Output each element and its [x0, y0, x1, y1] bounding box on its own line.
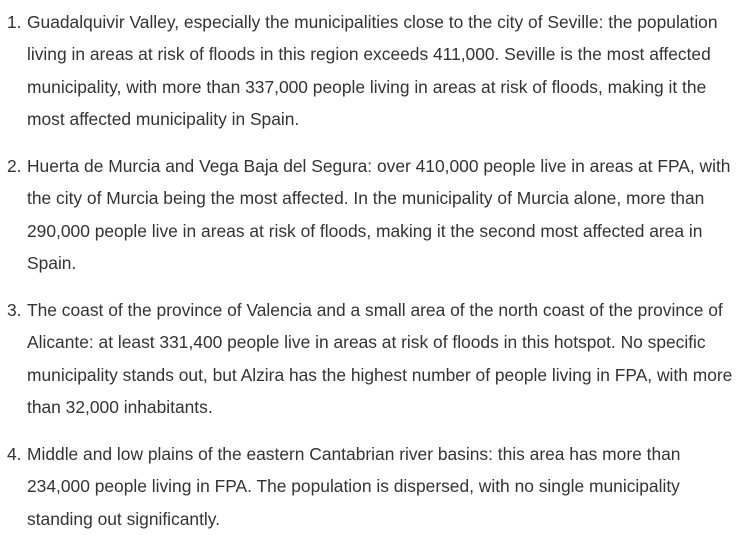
list-item [0, 294, 753, 423]
list-item-number: 2. [7, 156, 22, 176]
list-item [0, 438, 753, 535]
list-item-text: The coast of the province of Valencia and a small area of the north coast of the province of Alicante: at least 331,400 people live in areas at risk of floods in this hotspot. No specific municipality stands out, but Alzira has the highest number of people living in FPA, with more than 32,000 inhabitants. [27, 300, 733, 417]
list-item-number: 1. [7, 12, 22, 32]
list-item-text: Middle and low plains of the eastern Cantabrian river basins: this area has more than 234,000 people living in FPA. The population is dispersed, with no single municipality standing out significantly. [27, 444, 681, 529]
list-item-number: 4. [7, 444, 22, 464]
list-item [0, 150, 753, 279]
list-item-number: 3. [7, 300, 22, 320]
list-item-text: Guadalquivir Valley, especially the municipalities close to the city of Seville: the population living in areas at risk of floods in this region exceeds 411,000. Seville is the most affected municipality, with more than 337,000 people living in areas at risk of floods, making it the most affected municipality in Spain. [27, 12, 718, 129]
list-item-text: Huerta de Murcia and Vega Baja del Segura: over 410,000 people live in areas at FPA, with the city of Murcia being the most affected. In the municipality of Murcia alone, more than 290,000 people live in areas at risk of floods, making it the second most affected area in Spain. [27, 156, 731, 273]
list-item [0, 6, 753, 135]
